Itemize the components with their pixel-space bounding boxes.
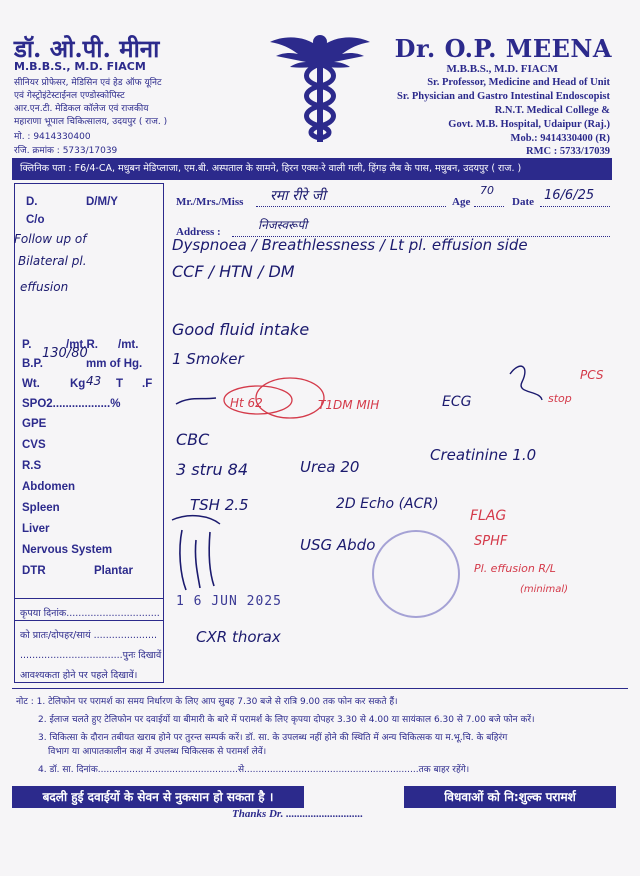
handwritten-investigation: Creatinine 1.0 xyxy=(430,446,537,464)
exam-dtr: DTR xyxy=(22,565,46,577)
designation-line: आर.एन.टी. मेडिकल कॉलेज एवं राजकीय xyxy=(14,104,149,114)
clinic-address-bar: क्लिनिक पता : F6/4-CA, मधुबन मेडिप्लाजा, एम.बी. अस्पताल के सामने, हिरन एक्स-रे वाली गली, हिंगड़ लैब के पास, मधुबन, उदयपुर ( राज. ) xyxy=(12,158,612,180)
age-line xyxy=(474,206,504,207)
registration-line: रजि. क्रमांक : 5733/17039 xyxy=(14,146,118,156)
doctor-name-english: Dr. O.P. MEENA xyxy=(394,34,612,63)
fahrenheit-label: .F xyxy=(142,378,153,390)
follow-up-line: ..................................पुनः दिखावें। xyxy=(20,650,165,661)
note-line: 3. चिकित्सा के दौरान तबीयत खराब होने पर तुरन्त सम्पर्क करें। डॉ. सा. के उपलब्ध नहीं होने की स्थिति में अन्य चिकित्सक या म.भू.चि. के बहिरंग xyxy=(38,733,508,743)
weight-label: Wt. xyxy=(22,378,40,390)
handwritten-address: निजस्वरूपी xyxy=(258,218,308,232)
caduceus-logo-icon xyxy=(268,28,372,146)
round-seal-stamp xyxy=(372,530,460,618)
handwritten-red-diagnosis: SPHF xyxy=(474,534,508,549)
handwritten-red-note: Ht 62 xyxy=(230,396,263,410)
date-stamp: 1 6 JUN 2025 xyxy=(176,594,282,609)
handwritten-red-note: stop xyxy=(548,392,572,405)
handwritten-complaint: Dyspnoea / Breathlessness / Lt pl. effusion side xyxy=(172,236,528,254)
degrees-english: M.B.B.S., M.D. FIACM xyxy=(446,63,558,75)
handwritten-co-note: Follow up of xyxy=(14,232,87,246)
age-label: Age xyxy=(452,196,471,208)
dmy-label: D/M/Y xyxy=(86,196,118,208)
mobile-line-en: Mob.: 9414330400 (R) xyxy=(510,133,610,144)
handwritten-red-diagnosis: FLAG xyxy=(470,508,507,524)
mobile-line: मो. : 9414330400 xyxy=(14,132,91,142)
handwritten-note: 1 Smoker xyxy=(172,350,244,368)
handwritten-weight-value: 43 xyxy=(86,374,102,388)
date-line xyxy=(540,206,610,207)
registration-line-en: RMC : 5733/17039 xyxy=(526,146,610,157)
exam-plantar: Plantar xyxy=(94,565,133,577)
designation-line: सीनियर प्रोफेसर, मेडिसिन एवं हेड ऑफ यूनिट xyxy=(14,78,162,88)
exam-nervous-system: Nervous System xyxy=(22,544,113,556)
warning-bar: बदली हुई दवाईयों के सेवन से नुकसान हो सकता है । xyxy=(12,786,304,808)
handwritten-investigation: ECG xyxy=(442,394,472,410)
resp-unit-label: /mt. xyxy=(118,339,139,351)
handwritten-bp-value: 130/80 xyxy=(42,346,88,361)
designation-line: महाराणा भूपाल चिकित्सालय, उदयपुर ( राज. ) xyxy=(14,117,168,127)
handwritten-red-diagnosis: Pl. effusion R/L xyxy=(474,562,556,575)
note-line: 4. डॉ. सा. दिनांक.................................................से.............................................................तक बाहर रहेंगे। xyxy=(38,765,470,775)
co-label: C/o xyxy=(26,214,45,226)
exam-gpe: GPE xyxy=(22,418,47,430)
spo2-label: SPO2..................% xyxy=(22,398,121,410)
note-line: विभाग या आपातकालीन कक्ष में उपलब्ध चिकित्सक से परामर्श लेवें। xyxy=(48,747,267,757)
notes-section xyxy=(12,688,628,689)
temp-label: T xyxy=(116,378,124,390)
handwritten-age: 70 xyxy=(480,184,494,197)
handwritten-investigation: Urea 20 xyxy=(300,458,360,476)
pulse-unit-label: /mt.R. xyxy=(66,339,98,351)
address-label: Address : xyxy=(176,226,221,238)
handwritten-advice: Good fluid intake xyxy=(172,320,310,339)
handwritten-date: 16/6/25 xyxy=(544,188,595,203)
handwritten-history: CCF / HTN / DM xyxy=(172,262,295,281)
kg-label: Kg xyxy=(70,378,86,390)
degrees-hindi-side: M.B.B.S., M.D. FIACM xyxy=(14,60,146,73)
handwritten-patient-name: रमा रीरे जी xyxy=(270,188,326,204)
handwritten-red-note: PCS xyxy=(580,368,604,382)
exam-spleen: Spleen xyxy=(22,502,60,514)
follow-up-line: कृपया दिनांक............................... xyxy=(20,608,160,619)
exam-rs: R.S xyxy=(22,460,42,472)
designation-line-en: Sr. Physician and Gastro Intestinal Endoscopist xyxy=(397,91,610,102)
bp-unit-label: mm of Hg. xyxy=(86,358,143,370)
doctor-name-hindi: डॉ. ओ.पी. मीना xyxy=(14,34,160,63)
designation-line-en: R.N.T. Medical College & xyxy=(494,105,610,116)
handwritten-investigation: USG Abdo xyxy=(300,536,376,554)
widow-consult-bar: विधवाओं को नि:शुल्क परामर्श xyxy=(404,786,616,808)
handwritten-co-note: effusion xyxy=(20,280,69,294)
thanks-line: Thanks Dr. ............................ xyxy=(232,808,364,820)
designation-line-en: Govt. M.B. Hospital, Udaipur (Raj.) xyxy=(448,119,610,130)
handwritten-investigation: 2D Echo (ACR) xyxy=(336,496,439,512)
designation-line-en: Sr. Professor, Medicine and Head of Unit xyxy=(427,77,610,88)
d-label: D. xyxy=(26,196,38,208)
exam-cvs: CVS xyxy=(22,439,46,451)
pulse-label: P. xyxy=(22,339,32,351)
handwritten-red-note: T1DM MIH xyxy=(318,398,380,412)
patient-name-line xyxy=(256,206,446,207)
handwritten-red-diagnosis: (minimal) xyxy=(520,584,569,595)
date-label: Date xyxy=(512,196,534,208)
handwritten-investigation: 3 stru 84 xyxy=(176,460,249,479)
note-line: 2. ईलाज चलते हुए टेलिफोन पर दवाईयों या बीमारी के बारे में परामर्श के लिए कृपया दोपहर 3.30 से 4.00 या सायंकाल 6.30 से 7.00 बजे फोन करें। xyxy=(38,715,535,725)
handwritten-co-note: Bilateral pl. xyxy=(18,254,87,268)
follow-up-line: आवश्यकता होने पर पहले दिखावें। xyxy=(20,670,138,681)
handwritten-investigation: CBC xyxy=(176,430,210,449)
exam-liver: Liver xyxy=(22,523,50,535)
note-line: नोट : 1. टेलिफोन पर परामर्श का समय निर्धारण के लिए आप सुबह 7.30 बजे से रात्रि 9.00 तक फोन कर सकते हैं। xyxy=(16,697,398,707)
handwritten-investigation: CXR thorax xyxy=(196,628,281,646)
follow-up-line: को प्रातः/दोपहर/सायं ..................... xyxy=(20,630,158,641)
patient-name-label: Mr./Mrs./Miss xyxy=(176,196,244,208)
bp-label: B.P. xyxy=(22,358,43,370)
exam-abdomen: Abdomen xyxy=(22,481,76,493)
designation-line: एवं गेस्ट्रोइंटेस्टाईनल एण्डोस्कोपिस्ट xyxy=(14,91,125,101)
handwritten-investigation: TSH 2.5 xyxy=(190,496,249,514)
